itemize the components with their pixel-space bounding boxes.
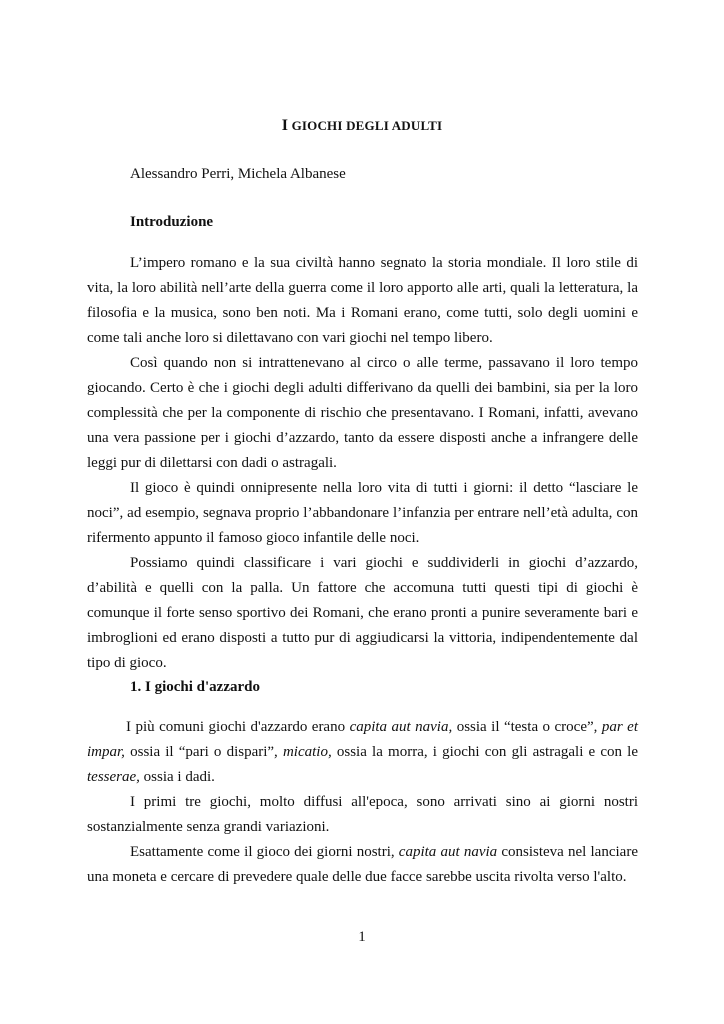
section-1-paragraph-3 <box>87 840 638 890</box>
section-1-body <box>87 715 638 890</box>
latin-term: par et impar, <box>87 719 638 760</box>
text-run: Esattamente come il gioco dei giorni nostri, <box>130 844 399 860</box>
intro-heading: Introduzione <box>130 214 214 230</box>
section-1-paragraph-1 <box>87 715 638 790</box>
intro-paragraph-1: L’impero romano e la sua civiltà hanno segnato la storia mondiale. Il loro stile di vita, la loro abilità nell’arte della guerra come il loro apporto alle arti, quali la letteratura, la filosofia e la musica, sono ben noti. Ma i Romani erano, come tutti, solo degli uomini e come tali anche loro si dilettavano con vari giochi nel tempo libero. <box>87 255 638 346</box>
document-title <box>0 117 724 135</box>
title-initial: I <box>281 117 289 134</box>
authors: Alessandro Perri, Michela Albanese <box>130 166 346 182</box>
latin-term: micatio, <box>282 744 332 760</box>
text-run: ossia i dadi. <box>139 769 215 785</box>
text-run: ossia il “pari o dispari”, <box>124 744 283 760</box>
title-text: GIOCHI DEGLI ADULTI <box>288 118 443 133</box>
text-run: ossia il “testa o croce”, <box>452 719 602 735</box>
text-run: consisteva nel lanciare una moneta e cercare di prevedere quale delle due facce sarebbe uscita rivolta verso l'alto. <box>87 844 638 885</box>
page-number: 1 <box>358 929 366 945</box>
section-1-paragraph-2: I primi tre giochi, molto diffusi all'epoca, sono arrivati sino ai giorni nostri sostanzialmente senza grandi variazioni. <box>87 794 638 835</box>
intro-paragraph-3: Il gioco è quindi onnipresente nella loro vita di tutti i giorni: il detto “lasciare le noci”, ad esempio, segnava proprio l’abbandonare l’infanzia per entrare nell’età adulta, con rifermento appunto il famoso gioco infantile delle noci. <box>87 480 638 546</box>
latin-term: capita aut navia <box>398 844 498 860</box>
intro-body <box>87 251 638 676</box>
intro-paragraph-2: Così quando non si intrattenevano al circo o alle terme, passavano il loro tempo giocando. Certo è che i giochi degli adulti differivano da quelli dei bambini, sia per la loro complessità che per la componente di rischio che presentavano. I Romani, infatti, avevano una vera passione per i giochi d’azzardo, tanto da essere disposti anche a infrangere delle leggi pur di dilettarsi con dadi o astragali. <box>87 355 638 471</box>
latin-term: tesserae, <box>87 769 140 785</box>
latin-term: capita aut navia, <box>349 719 453 735</box>
intro-paragraph-4: Possiamo quindi classificare i vari giochi e suddividerli in giochi d’azzardo, d’abilità e quelli con la palla. Un fattore che accomuna tutti questi tipi di giochi è comunque il forte senso sportivo dei Romani, che erano pronti a punire severamente bari e imbroglioni ed erano disposti a tutto pur di aggiudicarsi la vittoria, indipendentemente dal tipo di gioco. <box>87 555 638 671</box>
text-run: ossia la morra, i giochi con gli astragali e con le <box>331 744 639 760</box>
text-run: I più comuni giochi d'azzardo erano <box>126 719 350 735</box>
section-1-heading: 1. I giochi d'azzardo <box>130 679 260 695</box>
